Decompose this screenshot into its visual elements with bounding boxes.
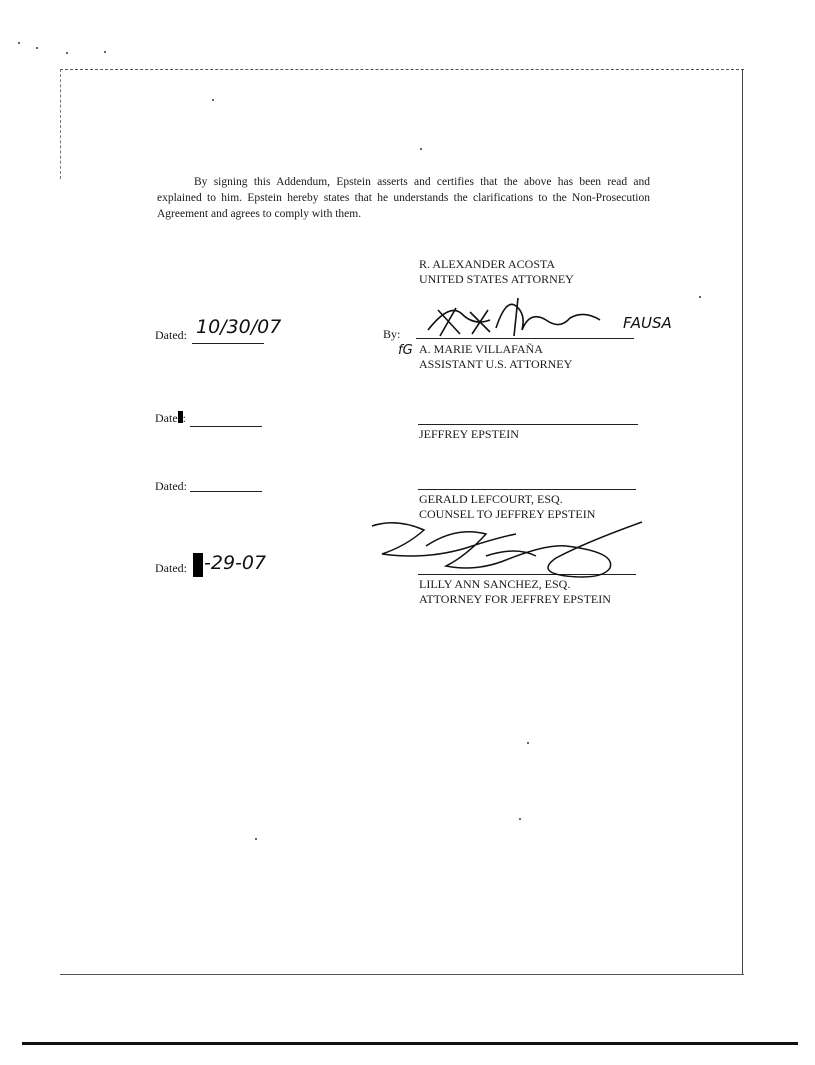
scan-speck: [527, 742, 529, 744]
addendum-text: By signing this Addendum, Epstein asserts and certifies that the above has been read and explained to him. Epstein hereby states that he understands the clarifications to the Non-Prosecution Agreement and agrees to comply with them.: [157, 176, 650, 220]
date-line: [192, 343, 264, 344]
page-border-top: [60, 69, 744, 70]
scan-speck: [36, 47, 38, 49]
scan-speck: [699, 296, 701, 298]
sanchez-name: LILLY ANN SANCHEZ, ESQ.: [419, 577, 571, 591]
scan-speck: [104, 51, 106, 53]
date-label-redacted: [155, 410, 186, 426]
epstein-name: JEFFREY EPSTEIN: [419, 427, 519, 441]
by-label: By:: [383, 327, 401, 341]
us-attorney-name: R. ALEXANDER ACOSTA: [419, 257, 556, 271]
handwritten-initials: fG: [398, 343, 413, 358]
scan-speck: [212, 99, 214, 101]
date-label-text: Date: [155, 411, 178, 425]
handwritten-date: 10/30/07: [196, 316, 282, 338]
sanchez-title: ATTORNEY FOR JEFFREY EPSTEIN: [419, 592, 611, 606]
ausa-title: ASSISTANT U.S. ATTORNEY: [419, 357, 573, 371]
date-line: [190, 426, 262, 427]
scan-speck: [18, 42, 20, 44]
page-bottom-rule: [22, 1042, 798, 1045]
epstein-signature-line: [418, 424, 638, 425]
redaction-box: [193, 553, 203, 577]
page-border-left: [60, 69, 61, 179]
page-border-right: [742, 69, 743, 974]
dated-label: Dated:: [155, 561, 187, 575]
us-attorney-title: UNITED STATES ATTORNEY: [419, 272, 574, 286]
page-border-bottom: [60, 974, 744, 975]
addendum-paragraph: [157, 174, 650, 222]
scan-speck: [519, 818, 521, 820]
lefcourt-name: GERALD LEFCOURT, ESQ.: [419, 492, 563, 506]
ausa-name: A. MARIE VILLAFAÑA: [419, 342, 543, 356]
lefcourt-title: COUNSEL TO JEFFREY EPSTEIN: [419, 507, 596, 521]
dated-label: Dated:: [155, 479, 187, 493]
handwritten-fausa: FAUSA: [623, 314, 672, 332]
scan-speck: [420, 148, 422, 150]
lefcourt-signature-line: [418, 489, 636, 490]
handwritten-date: -29-07: [204, 552, 267, 574]
scan-speck: [255, 838, 257, 840]
dated-label: Dated:: [155, 328, 187, 342]
date-line: [190, 491, 262, 492]
date-colon: :: [182, 411, 186, 425]
scan-speck: [66, 52, 68, 54]
ausa-signature: [420, 290, 630, 342]
